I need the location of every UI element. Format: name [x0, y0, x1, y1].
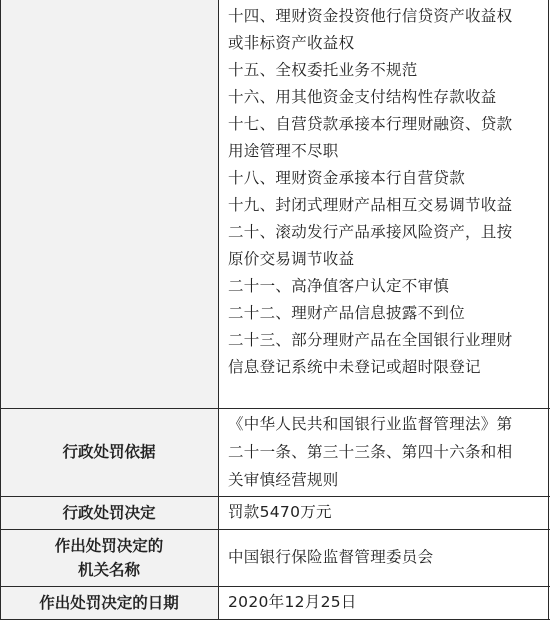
row-divider [0, 529, 550, 530]
violation-item: 十四、理财资金投资他行信贷资产收益权 [228, 7, 513, 25]
violation-item: 二十一、高净值客户认定不审慎 [228, 277, 450, 295]
penalty-basis-line: 二十一条、第三十三条、第四十六条和相 [228, 443, 513, 461]
penalty-basis-line: 关审慎经营规则 [228, 471, 339, 489]
penalty-basis-row [0, 408, 550, 496]
penalty-decision-value [218, 496, 550, 529]
violation-item: 或非标资产收益权 [228, 34, 355, 52]
row-divider [0, 408, 550, 409]
violation-item: 二十三、部分理财产品在全国银行业理财 [228, 331, 513, 349]
penalty-decision-text: 罚款5470万元 [228, 503, 332, 521]
penalty-decision-label [0, 496, 218, 529]
violation-item: 十八、理财资金承接本行自营贷款 [228, 169, 466, 187]
violation-item: 十五、全权委托业务不规范 [228, 61, 418, 79]
violation-items-cell [218, 0, 550, 408]
violation-item: 十九、封闭式理财产品相互交易调节收益 [228, 196, 513, 214]
penalty-basis-value [218, 408, 550, 496]
violation-item: 二十二、理财产品信息披露不到位 [228, 304, 466, 322]
violation-item: 十七、自营贷款承接本行理财融资、贷款 [228, 115, 513, 133]
penalty-authority-label-line2: 机关名称 [77, 560, 140, 579]
violation-item: 二十、滚动发行产品承接风险资产，且按 [228, 223, 513, 241]
table-border-right [548, 0, 549, 620]
penalty-authority-row [0, 529, 550, 586]
row-divider [0, 586, 550, 587]
penalty-date-value [218, 586, 550, 619]
penalty-authority-value [218, 529, 550, 586]
penalty-basis-label-text: 行政处罚依据 [62, 443, 156, 461]
table-border-bottom [0, 619, 550, 620]
violation-items-label-cell [0, 0, 218, 408]
penalty-date-text: 2020年12月25日 [228, 593, 357, 611]
penalty-decision-row [0, 496, 550, 529]
penalty-basis-line: 《中华人民共和国银行业监督管理法》第 [228, 415, 513, 433]
violation-item: 信息登记系统中未登记或超时限登记 [228, 358, 481, 376]
violation-item: 十六、用其他资金支付结构性存款收益 [228, 88, 497, 106]
penalty-basis-label [0, 408, 218, 496]
table-column-divider [218, 0, 219, 620]
violation-item: 用途管理不尽职 [228, 142, 339, 160]
penalty-date-row [0, 586, 550, 619]
table-border-left [0, 0, 1, 620]
penalty-authority-label [0, 529, 218, 586]
penalty-date-label-text: 作出处罚决定的日期 [39, 593, 179, 612]
violation-item: 原价交易调节收益 [228, 250, 355, 268]
row-divider [0, 496, 550, 497]
penalty-authority-text: 中国银行保险监督管理委员会 [228, 548, 434, 566]
penalty-decision-label-text: 行政处罚决定 [62, 503, 156, 522]
penalty-authority-label-line1: 作出处罚决定的 [54, 536, 164, 555]
penalty-date-label [0, 586, 218, 619]
